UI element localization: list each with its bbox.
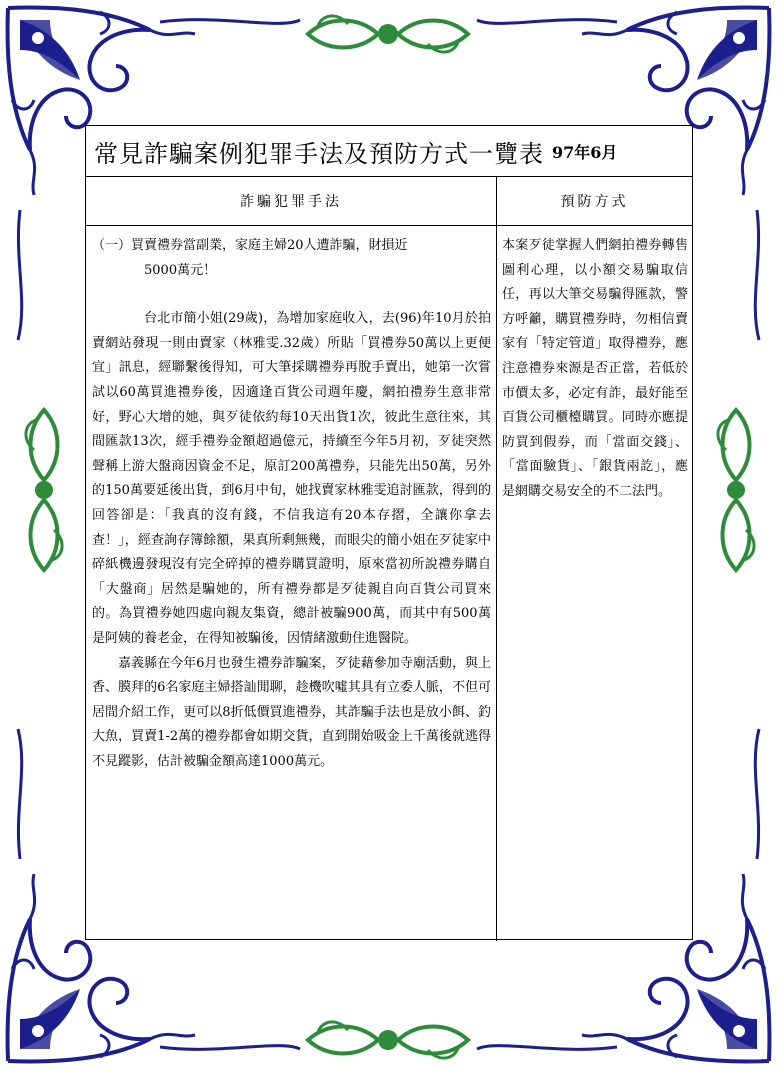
spacer (92, 283, 491, 307)
table-title-row (86, 126, 692, 177)
page-title: 常見詐騙案例犯罪手法及預防方式一覽表 (94, 139, 544, 168)
prevention-cell: 本案歹徒掌握人們網拍禮券轉售圖利心理，以小額交易騙取信任，再以大筆交易騙得匯款，警方呼籲，購買禮券時，勿相信賣家有「特定管道」取得禮券，應注意禮券來源是否正當，若低於市價太多，必定有詐，最好能至百貨公司櫃檯購買。同時亦應提防買到假券，而「當面交錢」、「當面驗貨」、「銀貨兩訖」，應是網購交易安全的不二法門。 (502, 238, 688, 499)
table-body-row (86, 226, 692, 941)
title-date: 97年6月 (552, 142, 618, 162)
fraud-table (85, 125, 693, 940)
case-title-line2: 5000萬元！ (144, 262, 217, 278)
table-header-row (86, 177, 692, 226)
method-cell (86, 226, 497, 941)
header-prevention: 預防方式 (560, 194, 629, 210)
case-paragraph-1: 台北市簡小姐(29歲)，為增加家庭收入，去(96)年10月於拍賣網站發現一則由賣家（林雅雯.32歲）所貼「買禮券50萬以上更便宜」訊息，經聯繫後得知，可大筆採購禮券再脫手賣出，她第一次嘗試以60萬買進禮券後，因適逢百貨公司週年慶，網拍禮券生意非常好，野心大增的她，與歹徒依約每10天出貨1次，彼此生意往來，其間匯款13次，經手禮券金額超過億元，持續至今年5月初，歹徒突然聲稱上游大盤商因資金不足，原訂200萬禮券，只能先出50萬，另外的150萬要延後出貨，到6月中旬，她找賣家林雅雯追討匯款，得到的回答卻是：「我真的沒有錢，不信我這有20本存摺，全讓你拿去查！」，經查詢存簿餘額，果真所剩無幾，而眼尖的簡小姐在歹徒家中碎紙機邊發現沒有完全碎掉的禮券購買證明，原來當初所說禮券購自「大盤商」居然是騙她的，所有禮券都是歹徒親自向百貨公司買來的。為買禮券她四處向親友集資，總計被騙900萬，而其中有500萬是阿姨的養老金，在得知被騙後，因情緒激動住進醫院。 (92, 311, 491, 646)
case-paragraph-2: 嘉義縣在今年6月也發生禮券詐騙案，歹徒藉參加寺廟活動，與上香、膜拜的6名家庭主婦搭訕閒聊，趁機吹噓其具有立委人脈，不但可居間介紹工作，更可以8折低價買進禮券，其詐騙手法也是放小餌、釣大魚，買賣1-2萬的禮券都會如期交貨，直到開始吸金上千萬後就逃得不見蹤影，估計被騙金額高達1000萬元。 (92, 655, 491, 769)
header-method: 詐騙犯罪手法 (86, 177, 497, 225)
case-title-line1: （一）買賣禮券當副業，家庭主婦20人遭詐騙，財損近 (92, 238, 408, 253)
